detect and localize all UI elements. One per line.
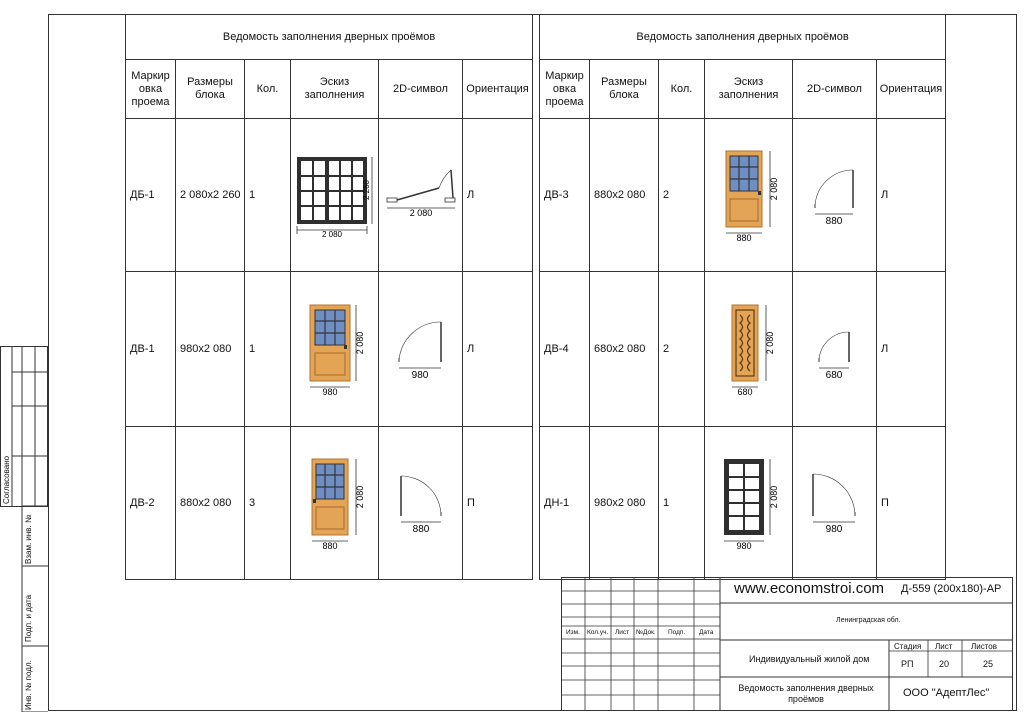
door-orientation: Л <box>877 119 946 272</box>
height-dimension: 2 080 <box>768 177 779 201</box>
col-header-mark: Маркир овка проема <box>540 60 590 119</box>
col-header-orientation: Ориентация <box>877 60 946 119</box>
sketch-cell <box>291 119 379 272</box>
width-dimension: 980 <box>321 387 338 397</box>
sheets-header: Листов <box>971 642 997 651</box>
glazed-wood-door-sketch <box>714 147 784 243</box>
table-row <box>540 119 946 272</box>
block-size: 880x2 080 <box>176 427 245 580</box>
symbol-dimension: 980 <box>825 524 842 535</box>
sign-date-label: Подп. и дата <box>24 594 33 642</box>
single-door-symbol <box>391 468 451 538</box>
door-quantity: 2 <box>659 119 705 272</box>
col-header-mark: Маркир овка проема <box>126 60 176 119</box>
single-door-symbol <box>391 314 451 384</box>
stage-value: РП <box>901 659 914 669</box>
single-door-symbol <box>805 468 865 538</box>
col-header-qty: Кол. <box>245 60 291 119</box>
width-dimension: 680 <box>736 387 753 397</box>
door-quantity: 1 <box>245 272 291 427</box>
glazed-wood-door-sketch <box>300 455 370 551</box>
rev-header-sign: Подп. <box>668 629 686 636</box>
company-name: ООО "АдептЛес" <box>903 687 990 699</box>
double-glazed-door-sketch <box>292 152 378 238</box>
symbol-cell <box>379 272 463 427</box>
door-quantity: 3 <box>245 427 291 580</box>
stage-header: Стадия <box>894 642 922 651</box>
inv-orig-label: Инв. № подл. <box>24 660 33 710</box>
door-orientation: П <box>463 427 533 580</box>
table-row <box>540 427 946 580</box>
sketch-cell <box>705 427 793 580</box>
col-header-qty: Кол. <box>659 60 705 119</box>
symbol-cell <box>793 119 877 272</box>
schedule-title: Ведомость заполнения дверных проёмов <box>126 15 533 60</box>
door-orientation: Л <box>463 272 533 427</box>
width-dimension: 980 <box>735 541 752 551</box>
title-block <box>561 577 1013 711</box>
door-mark: ДВ-4 <box>540 272 590 427</box>
door-orientation: Л <box>877 272 946 427</box>
double-door-symbol <box>381 160 461 230</box>
table-row <box>126 272 533 427</box>
symbol-dimension: 880 <box>412 524 429 535</box>
width-dimension: 2 080 <box>321 230 342 238</box>
col-header-symbol: 2D-символ <box>793 60 877 119</box>
rev-header-doc: №Док. <box>636 629 656 636</box>
rev-header-list: Лист <box>615 629 630 636</box>
door-mark: ДВ-3 <box>540 119 590 272</box>
block-size: 2 080x2 260 <box>176 119 245 272</box>
table-row <box>126 119 533 272</box>
symbol-dimension: 980 <box>411 370 428 381</box>
glazed-dark-door-sketch <box>714 455 784 551</box>
door-quantity: 1 <box>245 119 291 272</box>
block-size: 880x2 080 <box>590 119 659 272</box>
block-size: 980x2 080 <box>176 272 245 427</box>
rev-header-date: Дата <box>699 629 714 636</box>
col-header-orientation: Ориентация <box>463 60 533 119</box>
door-quantity: 2 <box>659 272 705 427</box>
width-dimension: 880 <box>321 541 338 551</box>
door-quantity: 1 <box>659 427 705 580</box>
inv-replace-label: Взам. инв. № <box>24 514 33 564</box>
door-orientation: П <box>877 427 946 580</box>
sketch-cell <box>705 272 793 427</box>
single-door-symbol <box>805 314 865 384</box>
sketch-cell <box>291 272 379 427</box>
col-header-sketch: Эскиз заполнения <box>705 60 793 119</box>
sheet-header: Лист <box>935 642 953 651</box>
symbol-dimension: 680 <box>825 370 842 381</box>
door-orientation: Л <box>463 119 533 272</box>
agreed-label: Согласовано <box>2 455 11 504</box>
block-size: 680x2 080 <box>590 272 659 427</box>
door-mark: ДВ-2 <box>126 427 176 580</box>
symbol-dimension: 2 080 <box>409 208 432 218</box>
block-size: 980x2 080 <box>590 427 659 580</box>
height-dimension: 2 080 <box>354 485 365 509</box>
door-schedule-left <box>125 14 533 580</box>
doc-code: Д-559 (200х180)-АР <box>901 583 1002 595</box>
sketch-cell <box>705 119 793 272</box>
height-dimension: 2 260 <box>361 179 371 201</box>
door-mark: ДН-1 <box>540 427 590 580</box>
website-label: www.economstroi.com <box>734 580 885 597</box>
project-name: Индивидуальный жилой дом <box>749 654 870 664</box>
single-door-symbol <box>805 160 865 230</box>
sheet-title: Ведомость заполнения дверных проёмов <box>738 683 874 704</box>
approval-strip <box>0 346 48 712</box>
symbol-cell <box>379 119 463 272</box>
door-mark: ДВ-1 <box>126 272 176 427</box>
sheet-value: 20 <box>939 659 950 669</box>
rev-header-izm: Изм. <box>566 629 580 636</box>
height-dimension: 2 080 <box>768 485 779 509</box>
table-row <box>126 427 533 580</box>
rev-header-kol: Кол.уч. <box>587 629 609 636</box>
height-dimension: 2 080 <box>354 331 365 355</box>
schedule-title: Ведомость заполнения дверных проёмов <box>540 15 946 60</box>
col-header-sketch: Эскиз заполнения <box>291 60 379 119</box>
region-label: Ленинградская обл. <box>836 617 901 624</box>
col-header-size: Размеры блока <box>176 60 245 119</box>
sketch-cell <box>291 427 379 580</box>
glazed-wood-door-sketch <box>300 301 370 397</box>
door-mark: ДБ-1 <box>126 119 176 272</box>
col-header-symbol: 2D-символ <box>379 60 463 119</box>
symbol-dimension: 880 <box>825 216 842 227</box>
door-schedule-right <box>539 14 946 580</box>
symbol-cell <box>379 427 463 580</box>
carved-wood-door-sketch <box>714 301 784 397</box>
width-dimension: 880 <box>735 233 752 243</box>
col-header-size: Размеры блока <box>590 60 659 119</box>
height-dimension: 2 080 <box>764 331 775 355</box>
sheets-value: 25 <box>983 659 994 669</box>
symbol-cell <box>793 272 877 427</box>
table-row <box>540 272 946 427</box>
symbol-cell <box>793 427 877 580</box>
